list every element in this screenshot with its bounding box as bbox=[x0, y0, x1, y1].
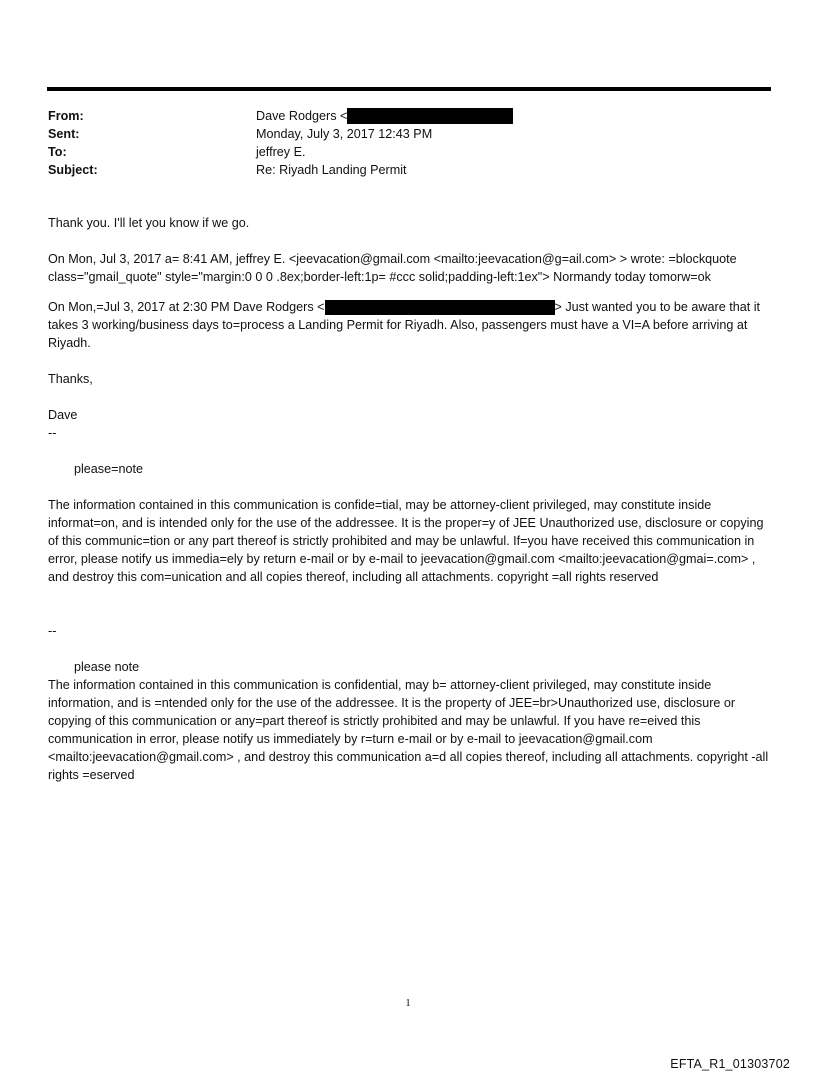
redaction-box bbox=[347, 108, 513, 124]
quote2-end: > Just wanted you to be aware that it takes 3 working/business days to=process a Landing Permit for Riyadh. Also, passengers must have a VI=A before arriving at Riyadh. bbox=[48, 300, 761, 350]
thanks-text: Thanks, bbox=[48, 372, 93, 386]
note-heading: please=note bbox=[74, 462, 143, 476]
to-row bbox=[48, 143, 768, 161]
separator: -- bbox=[48, 426, 57, 440]
email-body bbox=[48, 214, 772, 784]
sent-value: Monday, July 3, 2017 12:43 PM bbox=[256, 127, 433, 141]
from-label: From: bbox=[48, 109, 84, 123]
subject-row bbox=[48, 161, 768, 179]
page-number: 1 bbox=[405, 997, 411, 1009]
subject-label: Subject: bbox=[48, 163, 98, 177]
note-heading: please note bbox=[74, 660, 140, 674]
from-name: Dave Rodgers < bbox=[256, 109, 348, 123]
confidentiality-notice: The information contained in this communication is confide=tial, may be attorney-client privileged, may constitute inside informat=on, and is intended only for the use of the addressee. It is the proper=y of JEE Unauthorized use, disclosure or copying of this communic=tion or any part thereof is strictly prohibited and may be unlawful. If=you have received this communication in error, please notify us immedia=ely by return e-mail or by e-mail to jeevacation@gmail.com <mailto:jeevacation@gmai=.com> , and destroy this com=unication and all copies thereof, including all attachments. copyright =all rights reserved bbox=[48, 498, 764, 584]
quoted-message-2 bbox=[48, 298, 772, 352]
quoted-message-1: On Mon, Jul 3, 2017 a= 8:41 AM, jeffrey E. <jeevacation@gmail.com <mailto:jeevacation@g=ail.com> > wrote: =blockquote class="gmail_quote" style="margin:0 0 0 .8ex;border-left:1p= #ccc solid;padding-left:1ex"> Normandy today tomorw=ok bbox=[48, 252, 737, 284]
sent-label: Sent: bbox=[48, 127, 80, 141]
from-row bbox=[48, 107, 768, 125]
subject-value: Re: Riyadh Landing Permit bbox=[256, 163, 407, 177]
from-value bbox=[256, 107, 513, 125]
signature-name: Dave bbox=[48, 408, 78, 422]
reply-text: Thank you. I'll let you know if we go. bbox=[48, 216, 250, 230]
email-header bbox=[48, 107, 768, 179]
separator: -- bbox=[48, 624, 57, 638]
to-value: jeffrey E. bbox=[256, 145, 306, 159]
bates-number: EFTA_R1_01303702 bbox=[670, 1057, 790, 1071]
redaction-box bbox=[325, 300, 555, 315]
sent-row bbox=[48, 125, 768, 143]
confidentiality-notice: The information contained in this communication is confidential, may b= attorney-client privileged, may constitute inside information, and is =ntended only for the use of the addressee. It is the property of JEE=br>Unauthorized use, disclosure or copying of this communication or any=part thereof is strictly prohibited and may be unlawful. If you have re=eived this communication in error, please notify us immediately by r=turn e-mail or by e-mail to jeevacation@gmail.com <mailto:jeevacation@gmail.com> , and destroy this communication a=d all copies thereof, including all attachments. copyright -all rights =eserved bbox=[48, 678, 769, 782]
to-label: To: bbox=[48, 145, 67, 159]
header-rule bbox=[47, 87, 771, 91]
quote2-start: On Mon,=Jul 3, 2017 at 2:30 PM Dave Rodgers < bbox=[48, 300, 325, 314]
